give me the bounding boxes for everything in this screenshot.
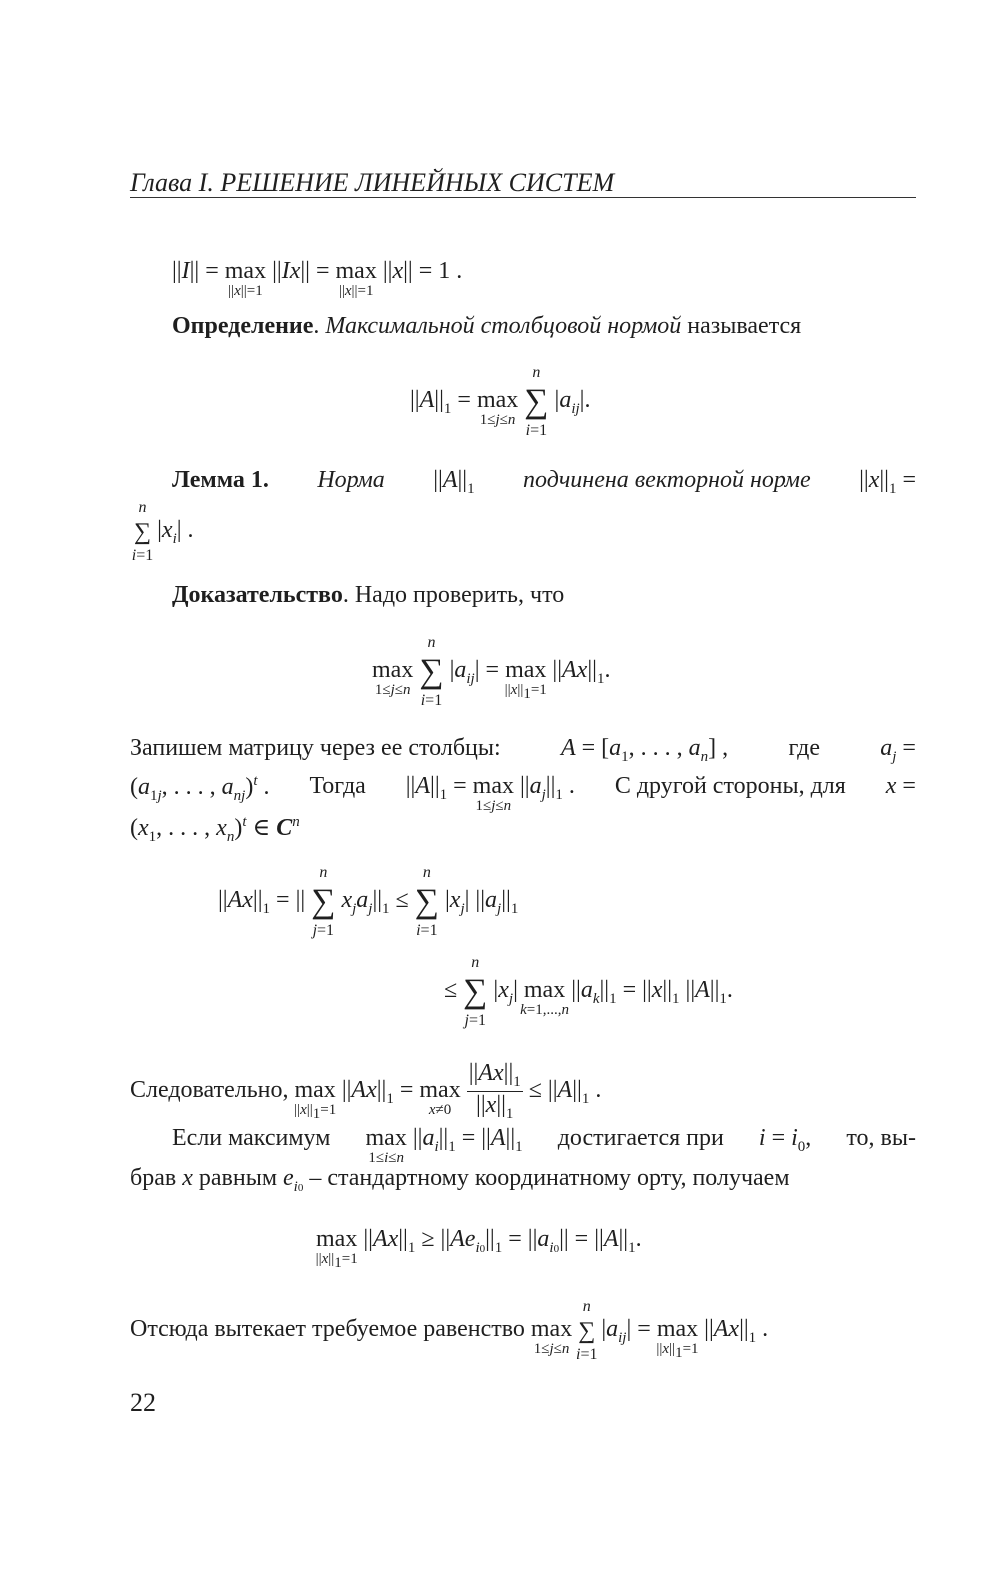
column-aj-rhs: ($a_{1j}$, . . . , $a_{nj})^t$ .: [130, 773, 270, 804]
columns-line-1: [130, 735, 916, 766]
definition-label: Определение: [172, 313, 314, 339]
header-rule: [130, 197, 916, 198]
choosing-words: то, вы-: [846, 1125, 916, 1151]
conclusion-text: Отсюда вытекает требуемое равенство: [130, 1316, 525, 1342]
proof-label: Доказательство: [172, 582, 343, 608]
running-header: [130, 168, 614, 198]
consequently-word: Следовательно,: [130, 1076, 289, 1103]
lemma-norm-x: $||x||_1$ =: [859, 467, 916, 497]
conclusion-line: Отсюда вытекает требуемое равенство max 1≤j≤n ∑ n i=1 $|a_{ij}| = \max$ $||x||_1=1$ $||Ax||_1$ .: [130, 1298, 769, 1363]
equation-identity-norm: ||I|| = max ||x||=1 ||Ix|| = max ||x||=1 ||x|| = 1 .: [172, 258, 463, 299]
equation-chain-line-1: $||Ax||_1$ = || ∑ n j=1 $x_ja_j||_1$ ≤ ∑ n i=1 $|x_j|$ $||a_j||_1$: [218, 864, 519, 939]
choosing-line: брав x равным $e_{i0}$ – стандартному координатному орту, получаем: [130, 1165, 790, 1195]
equation-column-norm: $||A||_1 = \max$ 1≤j≤n ∑ n i=1 $|a_{ij}|$.: [410, 364, 591, 439]
lemma-word-norm: Норма: [317, 467, 385, 493]
lemma-norm-a: $||A||_1$: [433, 467, 475, 497]
running-title: Глава I. РЕШЕНИЕ ЛИНЕЙНЫХ СИСТЕМ: [130, 168, 615, 197]
equation-chain-line-2: ≤ ∑ n j=1 $|x_j|$ max k=1,...,n $||a_k||_1 = ||x||_1$ $||A||_1$.: [444, 954, 733, 1029]
definition-tail: называется: [687, 313, 802, 339]
norm-a-max-columns: $||A||_1 = \max$ 1≤j≤n $||a_j||_1$ .: [405, 773, 575, 814]
vector-x-lhs: x =: [885, 773, 916, 799]
if-maximum-line: [130, 1125, 916, 1166]
lemma-sum: ∑ n i=1 $|x_i|$ .: [131, 499, 194, 564]
choosing-start: брав: [130, 1165, 177, 1191]
lemma-label: Лемма 1.: [172, 467, 269, 493]
columns-other-side: С другой стороны, для: [614, 773, 846, 799]
columns-where: где: [788, 735, 820, 761]
matrix-columns-formula: $A = [a_1$, . . . , $a_n$] ,: [560, 735, 729, 765]
equal-to-word: равным: [198, 1165, 277, 1191]
proof-paragraph: Доказательство. Надо проверить, что: [172, 582, 565, 608]
consequently-line: Следовательно, max $||x||_1=1$ $||Ax||_1 = \max$ x≠0 $\frac{||Ax||_1}{||x||_1}$ ≤ $||A||_1$ .: [130, 1060, 602, 1122]
page-number: 22: [130, 1388, 156, 1417]
equation-to-check: max 1≤j≤n ∑ n i=1 $|a_{ij}| = \max$ $||x||_1=1$ $||Ax||_1$.: [372, 634, 611, 709]
columns-then: Тогда: [309, 773, 366, 799]
ort-text: – стандартному координатному орту, получаем: [309, 1165, 790, 1191]
columns-line-3: ($x_1$, . . . , $x_n)^t$ ∈ $C^n$: [130, 814, 300, 845]
definition-paragraph: Определение. Максимальной столбцовой нормой называется: [172, 313, 802, 339]
equation-final: max $||x||_1=1$ $||Ax||_1 \ge ||Ae_{i0}||_1 = ||a_{i0}|| = ||A||_1$.: [315, 1226, 642, 1271]
proof-text: Надо проверить, что: [354, 582, 565, 608]
columns-line-2: [130, 773, 916, 814]
lemma-paragraph: [172, 467, 916, 498]
attained-words: достигается при: [557, 1125, 724, 1151]
column-aj-lhs: $a_j$ =: [880, 735, 916, 765]
if-max-words: Если максимум: [172, 1125, 331, 1151]
lemma-text-subordinate: подчинена векторной норме: [523, 467, 811, 493]
columns-intro: Запишем матрицу через ее столбцы:: [130, 735, 501, 761]
ratio-fraction: $\frac{||Ax||_1}{||x||_1}$: [468, 1060, 521, 1122]
definition-term: Максимальной столбцовой нормой: [325, 313, 682, 339]
max-column-norm: max 1≤i≤n $||a_i||_1 = ||A||_1$: [365, 1125, 523, 1166]
i-equals-i0: $i = i_0$,: [758, 1125, 812, 1155]
